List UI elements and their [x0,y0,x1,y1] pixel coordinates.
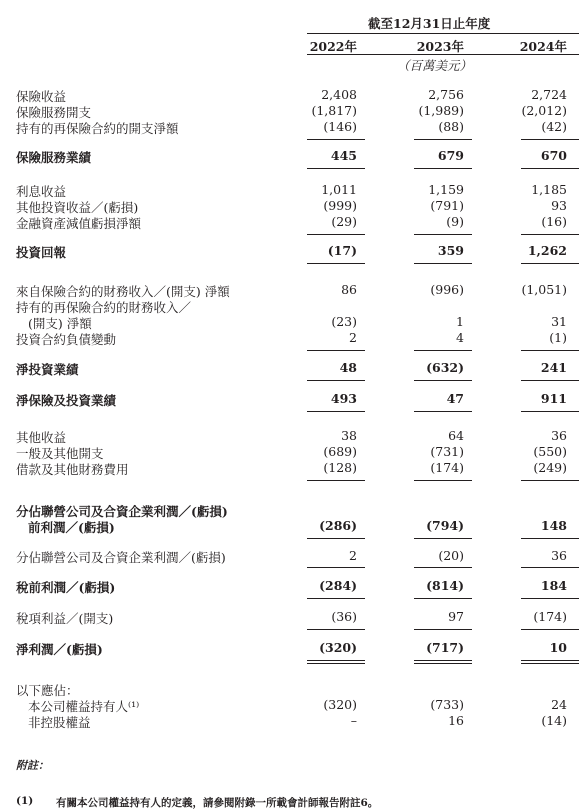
value-2024: 670 [540,148,567,163]
value-2024: (14) [541,713,567,728]
value-2023: (814) [426,578,464,593]
value-2023: 359 [437,243,464,258]
subtotal-rule [414,567,472,568]
subtotal-rule [414,598,472,599]
subtotal-rule [307,567,365,568]
subtotal-rule [414,538,472,539]
total-double-rule [414,663,472,664]
row-label: 投資回報 [16,245,67,260]
subtotal-rule [521,598,579,599]
row-label: 保險收益 [16,89,67,104]
row-label: 保險服務業績 [16,150,92,165]
value-2024: 24 [551,697,567,712]
total-double-rule [521,663,579,664]
value-2024: (174) [533,609,567,624]
value-2022: (284) [319,578,357,593]
value-2022: 38 [341,428,357,443]
value-2024: 1,185 [531,182,567,197]
row-label: 淨利潤／(虧損) [16,642,103,657]
value-2023: (88) [438,119,464,134]
value-2022: (146) [323,119,357,134]
subtotal-rule [521,567,579,568]
subtotal-rule [307,538,365,539]
total-double-rule [521,660,579,661]
subtotal-rule [521,538,579,539]
row-label: 以下應佔： [16,683,79,698]
row-label: 分佔聯營公司及合資企業利潤／(虧損) [16,504,228,519]
value-2023: (632) [426,360,464,375]
value-2023: (733) [430,697,464,712]
value-2022: 2 [349,548,357,563]
value-2023: (174) [430,460,464,475]
subtotal-rule [414,380,472,381]
value-2022: (36) [331,609,357,624]
value-2022: 1,011 [321,182,357,197]
value-2023: (20) [438,548,464,563]
value-2024: (1) [549,330,567,345]
subtotal-rule [521,350,579,351]
subtotal-rule [307,139,365,140]
subtotal-rule [521,411,579,412]
value-2022: (999) [323,198,357,213]
value-2023: 1,159 [428,182,464,197]
year-rule [307,54,579,55]
value-2024: 911 [540,391,567,406]
total-double-rule [307,663,365,664]
unit-label: （百萬美元） [397,58,473,73]
note-text: 有關本公司權益持有人的定義，請參閱附錄一所載會計師報告附註6。 [56,797,379,809]
value-2022: 2,408 [321,87,357,102]
value-2022: (128) [323,460,357,475]
value-2024: 184 [540,578,567,593]
subtotal-rule [521,263,579,264]
value-2022: (286) [319,518,357,533]
subtotal-rule [307,380,365,381]
value-2022: 86 [341,282,357,297]
subtotal-rule [414,139,472,140]
value-2024: 31 [551,314,567,329]
value-2023: 2,756 [428,87,464,102]
period-header: 截至12月31日止年度 [368,16,491,31]
subtotal-rule [414,263,472,264]
row-label: 借款及其他財務費用 [16,462,129,477]
row-label: 其他收益 [16,430,67,445]
subtotal-rule [414,168,472,169]
row-label: 一般及其他開支 [16,446,104,461]
value-2023: (731) [430,444,464,459]
subtotal-rule [521,380,579,381]
subtotal-rule [307,480,365,481]
value-2022: (1,817) [311,103,357,118]
row-label: 金融資產減值虧損淨額 [16,216,142,231]
total-double-rule [307,660,365,661]
row-label: 稅項利益／(開支) [16,611,114,626]
row-label: 淨保險及投資業績 [16,393,117,408]
value-2024: (16) [541,214,567,229]
subtotal-rule [521,234,579,235]
subtotal-rule [307,411,365,412]
value-2023: 16 [448,713,464,728]
row-label: 本公司權益持有人⁽¹⁾ [28,699,140,714]
value-2024: 1,262 [527,243,567,258]
value-2023: 4 [456,330,464,345]
total-double-rule [414,660,472,661]
row-label: 分佔聯營公司及合資企業利潤／(虧損) [16,550,226,565]
value-2024: 10 [549,640,567,655]
subtotal-rule [414,350,472,351]
value-2024: 36 [551,548,567,563]
value-2024: 241 [540,360,567,375]
value-2024: (42) [541,119,567,134]
year-header-2022: 2022年 [309,39,357,54]
row-label: 持有的再保險合約的財務收入／ [16,300,192,315]
notes-title: 附註： [16,759,49,772]
value-2023: (996) [430,282,464,297]
row-label: 來自保險合約的財務收入／(開支) 淨額 [16,284,230,299]
subtotal-rule [521,629,579,630]
row-label: 稅前利潤／(虧損) [16,580,116,595]
value-2024: 2,724 [531,87,567,102]
value-2022: (23) [331,314,357,329]
value-2022: (689) [323,444,357,459]
row-label: 前利潤／(虧損) [28,520,115,535]
subtotal-rule [307,598,365,599]
value-2023: (717) [426,640,464,655]
subtotal-rule [307,263,365,264]
value-2024: (2,012) [521,103,567,118]
value-2022: 493 [330,391,357,406]
value-2024: (550) [533,444,567,459]
value-2024: (249) [533,460,567,475]
subtotal-rule [414,411,472,412]
subtotal-rule [307,350,365,351]
value-2023: (794) [426,518,464,533]
row-label: 其他投資收益／(虧損) [16,200,139,215]
value-2024: (1,051) [521,282,567,297]
value-2022: (17) [327,243,357,258]
value-2023: (1,989) [418,103,464,118]
value-2023: 47 [446,391,464,406]
subtotal-rule [307,629,365,630]
subtotal-rule [307,168,365,169]
row-label: (開支) 淨額 [28,316,92,331]
value-2024: 148 [540,518,567,533]
value-2023: 1 [456,314,464,329]
note-number: (1) [16,795,34,807]
row-label: 保險服務開支 [16,105,92,120]
value-2022: (320) [319,640,357,655]
value-2022: 2 [349,330,357,345]
value-2023: (791) [430,198,464,213]
subtotal-rule [521,139,579,140]
row-label: 利息收益 [16,184,67,199]
subtotal-rule [307,234,365,235]
year-header-2024: 2024年 [519,39,567,54]
row-label: 淨投資業績 [16,362,79,377]
value-2024: 93 [551,198,567,213]
year-header-2023: 2023年 [416,39,464,54]
value-2023: (9) [446,214,464,229]
subtotal-rule [414,480,472,481]
value-2023: 97 [448,609,464,624]
row-label: 持有的再保險合約的開支淨額 [16,121,179,136]
subtotal-rule [521,480,579,481]
value-2024: 36 [551,428,567,443]
value-2023: 64 [448,428,464,443]
row-label: 非控股權益 [28,715,91,730]
subtotal-rule [414,629,472,630]
value-2022: (29) [331,214,357,229]
value-2022: (320) [323,697,357,712]
value-2022: – [350,713,357,728]
subtotal-rule [521,168,579,169]
period-rule [307,33,579,34]
value-2022: 48 [339,360,357,375]
subtotal-rule [414,234,472,235]
row-label: 投資合約負債變動 [16,332,117,347]
value-2023: 679 [437,148,464,163]
value-2022: 445 [330,148,357,163]
